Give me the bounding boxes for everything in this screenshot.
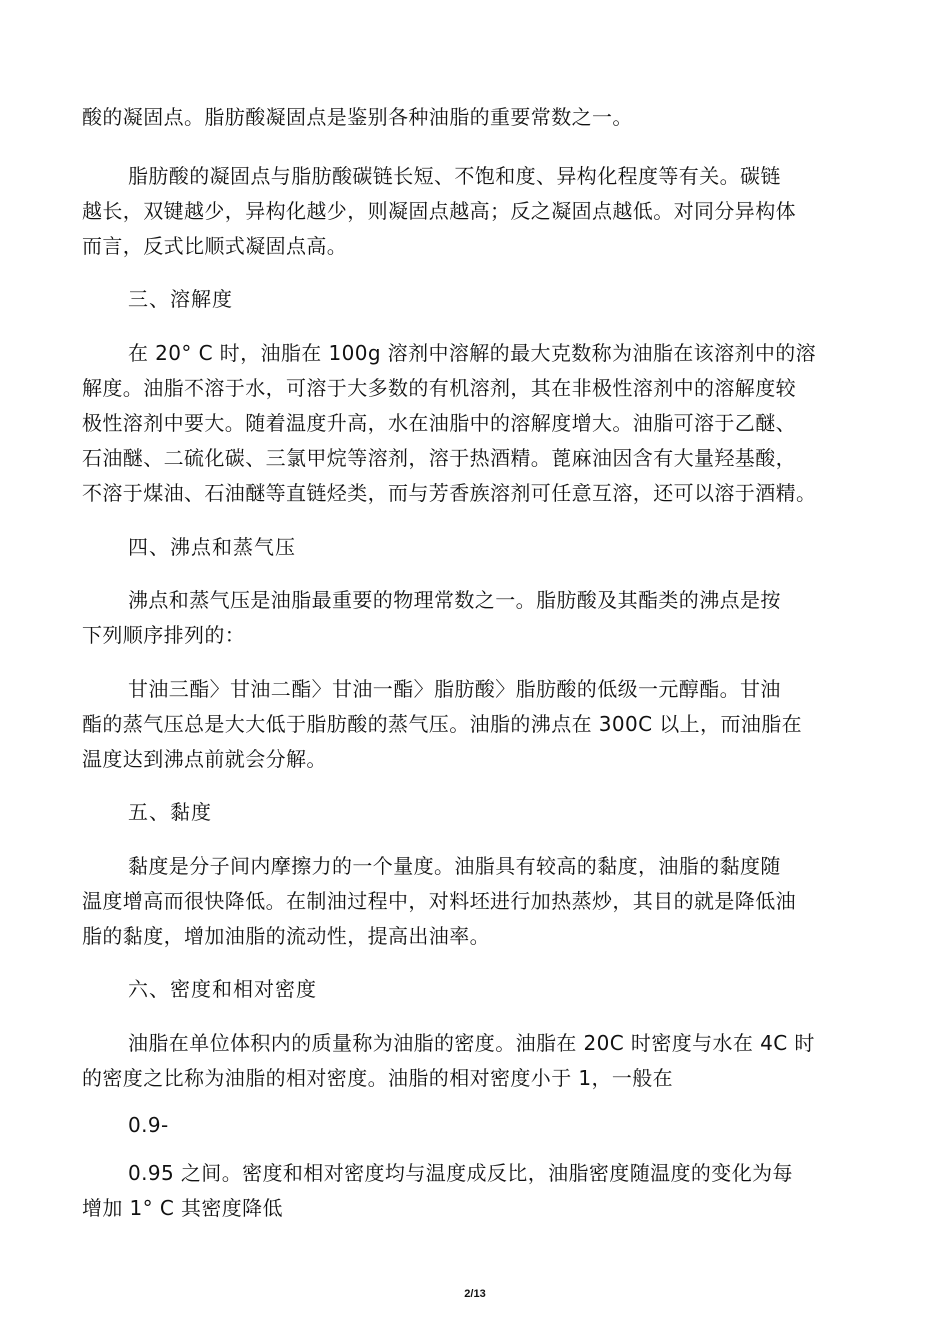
section-heading-density: 六、密度和相对密度 xyxy=(128,977,317,1001)
section-heading-boiling-point: 四、沸点和蒸气压 xyxy=(128,535,296,559)
paragraph-line: 黏度是分子间内摩擦力的一个量度。油脂具有较高的黏度，油脂的黏度随 xyxy=(128,854,781,878)
paragraph-line: 0.95 之间。密度和相对密度均与温度成反比，油脂密度随温度的变化为每 xyxy=(128,1161,793,1185)
paragraph-line: 增加 1° C 其密度降低 xyxy=(82,1196,283,1220)
paragraph-line: 沸点和蒸气压是油脂最重要的物理常数之一。脂肪酸及其酯类的沸点是按 xyxy=(128,588,781,612)
paragraph-line: 温度达到沸点前就会分解。 xyxy=(82,747,327,771)
paragraph-line: 的密度之比称为油脂的相对密度。油脂的相对密度小于 1，一般在 xyxy=(82,1066,674,1090)
section-heading-solubility: 三、溶解度 xyxy=(128,287,233,311)
paragraph-line: 不溶于煤油、石油醚等直链烃类，而与芳香族溶剂可任意互溶，还可以溶于酒精。 xyxy=(82,481,817,505)
page-number: 2/13 xyxy=(464,1288,486,1300)
paragraph-line: 温度增高而很快降低。在制油过程中，对料坯进行加热蒸炒，其目的就是降低油 xyxy=(82,889,796,913)
paragraph-line: 而言，反式比顺式凝固点高。 xyxy=(82,234,348,258)
paragraph-line: 在 20° C 时，油脂在 100g 溶剂中溶解的最大克数称为油脂在该溶剂中的溶 xyxy=(128,341,817,365)
paragraph-line: 极性溶剂中要大。随着温度升高，水在油脂中的溶解度增大。油脂可溶于乙醚、 xyxy=(82,411,796,435)
paragraph-line: 脂肪酸的凝固点与脂肪酸碳链长短、不饱和度、异构化程度等有关。碳链 xyxy=(128,164,781,188)
paragraph-line: 越长，双键越少，异构化越少，则凝固点越高；反之凝固点越低。对同分异构体 xyxy=(82,199,796,223)
paragraph-line: 脂的黏度，增加油脂的流动性，提高出油率。 xyxy=(82,924,490,948)
paragraph-line: 下列顺序排列的： xyxy=(82,623,246,647)
paragraph-line: 酯的蒸气压总是大大低于脂肪酸的蒸气压。油脂的沸点在 300C 以上，而油脂在 xyxy=(82,712,803,736)
paragraph-line: 0.9- xyxy=(128,1113,169,1137)
paragraph-line: 油脂在单位体积内的质量称为油脂的密度。油脂在 20C 时密度与水在 4C 时 xyxy=(128,1031,815,1055)
paragraph-line: 石油醚、二硫化碳、三氯甲烷等溶剂，溶于热酒精。蓖麻油因含有大量羟基酸， xyxy=(82,446,796,470)
section-heading-viscosity: 五、黏度 xyxy=(128,800,212,824)
paragraph-line: 酸的凝固点。脂肪酸凝固点是鉴别各种油脂的重要常数之一。 xyxy=(82,105,633,129)
paragraph-line: 甘油三酯〉甘油二酯〉甘油一酯〉脂肪酸〉脂肪酸的低级一元醇酯。甘油 xyxy=(128,677,781,701)
paragraph-line: 解度。油脂不溶于水，可溶于大多数的有机溶剂，其在非极性溶剂中的溶解度较 xyxy=(82,376,796,400)
